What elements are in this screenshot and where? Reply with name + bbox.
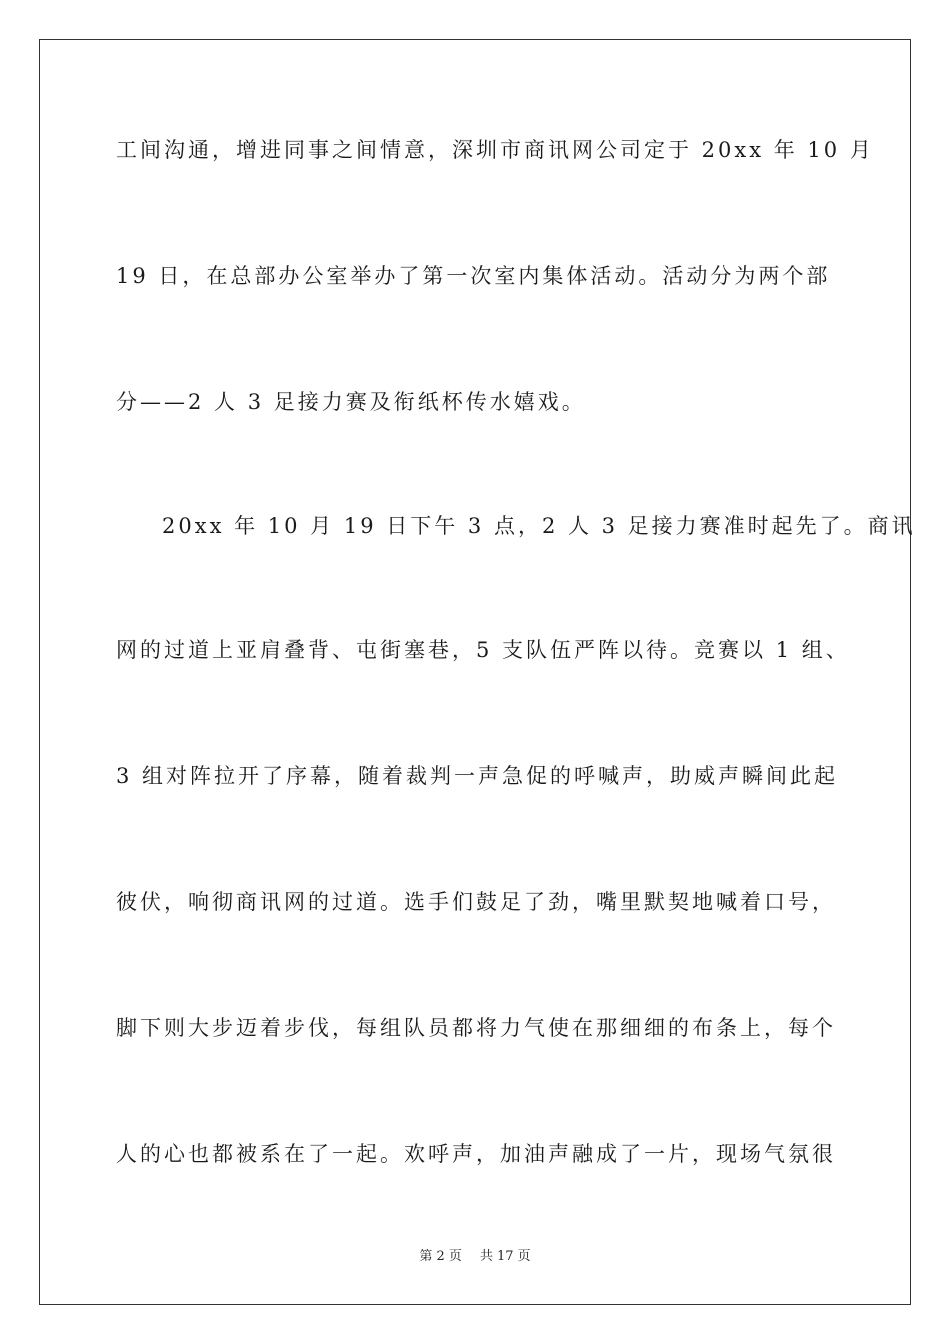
page-footer xyxy=(0,1249,950,1265)
paragraph-line-7: 彼伏，响彻商讯网的过道。选手们鼓足了劲，嘴里默契地喊着口号， xyxy=(116,890,836,914)
paragraph-line-8: 脚下则大步迈着步伐，每组队员都将力气使在那细细的布条上，每个 xyxy=(116,1016,836,1040)
paragraph-line-5: 网的过道上亚肩叠背、屯街塞巷，5 支队伍严阵以待。竞赛以 1 组、 xyxy=(116,638,850,662)
paragraph-line-3: 分——2 人 3 足接力赛及衔纸杯传水嬉戏。 xyxy=(116,390,586,414)
page-border xyxy=(39,39,911,1305)
paragraph-line-9: 人的心也都被系在了一起。欢呼声，加油声融成了一片，现场气氛很 xyxy=(116,1142,836,1166)
paragraph-line-6: 3 组对阵拉开了序幕，随着裁判一声急促的呼喊声，助威声瞬间此起 xyxy=(116,764,839,788)
page-number: 第 2 页 xyxy=(419,1249,462,1264)
paragraph-line-4: 20xx 年 10 月 19 日下午 3 点，2 人 3 足接力赛准时起先了。商讯 xyxy=(162,514,916,538)
paragraph-line-2: 19 日，在总部办公室举办了第一次室内集体活动。活动分为两个部 xyxy=(116,264,831,288)
paragraph-line-1: 工间沟通，增进同事之间情意，深圳市商讯网公司定于 20xx 年 10 月 xyxy=(116,138,874,162)
page-total: 共 17 页 xyxy=(479,1249,531,1264)
